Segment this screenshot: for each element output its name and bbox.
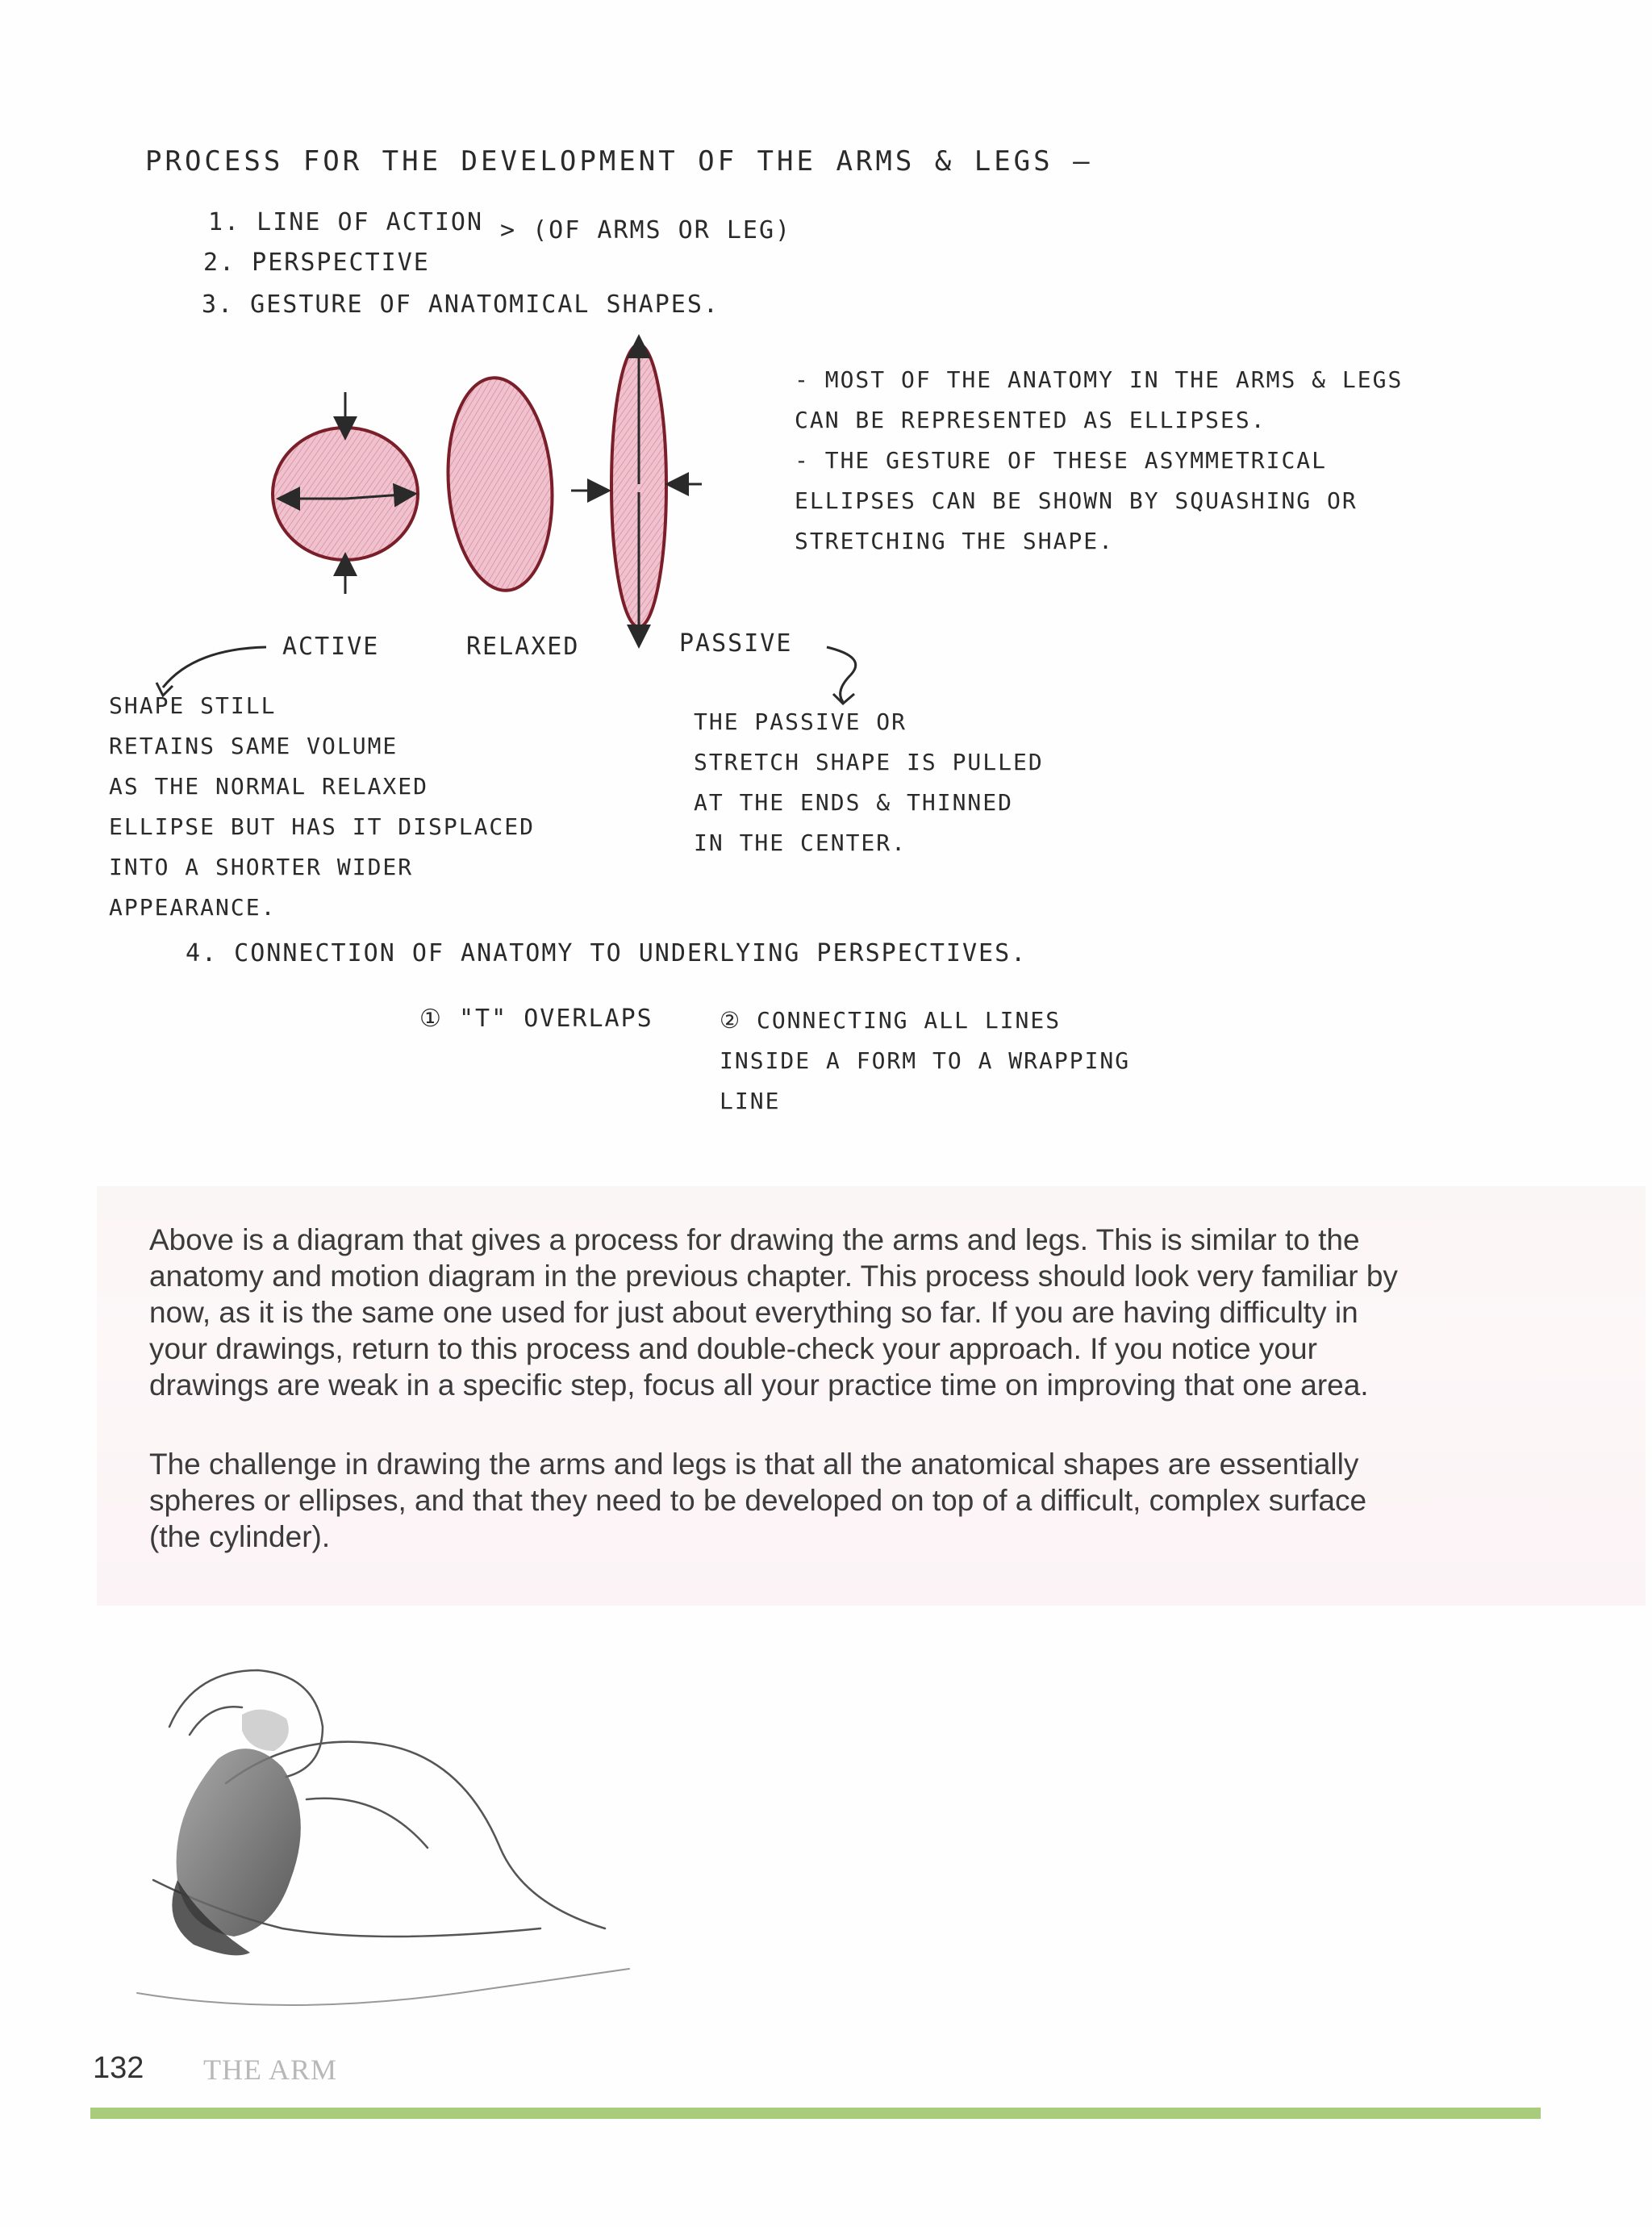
label-passive: PASSIVE bbox=[679, 629, 793, 658]
label-relaxed: RELAXED bbox=[466, 633, 580, 661]
body-paragraph-2: The challenge in drawing the arms and legs is that all the anatomical shapes are essentially spheres or ellipses, and that they need to be developed on top of a difficult, complex surface (the cylinder). bbox=[149, 1448, 1367, 1553]
ellipse-diagram bbox=[242, 323, 758, 662]
step-1: 1. LINE OF ACTION bbox=[208, 208, 484, 236]
step-3: 3. GESTURE OF ANATOMICAL SHAPES. bbox=[202, 290, 720, 319]
step-4: 4. CONNECTION OF ANATOMY TO UNDERLYING PERSPECTIVES. bbox=[186, 939, 1028, 967]
right-notes: - MOST OF THE ANATOMY IN THE ARMS & LEGS CAN BE REPRESENTED AS ELLIPSES. - THE GESTURE OF THESE ASYMMETRICAL ELLIPSES CAN BE SHOWN BY SQUASHING OR STRETCHING THE SHAPE. bbox=[795, 366, 1404, 554]
figure-sketch bbox=[121, 1638, 637, 2058]
sub-item-1: ① "T" OVERLAPS bbox=[419, 1005, 653, 1033]
passive-pointer-arrow bbox=[819, 637, 875, 710]
handwritten-title: PROCESS FOR THE DEVELOPMENT OF THE ARMS & LEGS — bbox=[145, 145, 1093, 178]
body-paragraph-1: Above is a diagram that gives a process for drawing the arms and legs. This is similar to the anatomy and motion diagram in the previous chapter. This process should look very familiar by now, as it is the same one used for just about everything so far. If you are having difficulty in your drawings, return to this process and double-check your approach. If you notice your drawings are weak in a specific step, focus all your practice time on improving that one area. bbox=[149, 1223, 1398, 1402]
step-2: 2. PERSPECTIVE bbox=[203, 249, 430, 277]
label-active: ACTIVE bbox=[282, 633, 380, 661]
sub-item-2: ② CONNECTING ALL LINES INSIDE A FORM TO A WRAPPING LINE bbox=[720, 1007, 1131, 1114]
passive-ellipse bbox=[571, 339, 702, 644]
passive-note: THE PASSIVE OR STRETCH SHAPE IS PULLED AT THE ENDS & THINNED IN THE CENTER. bbox=[694, 708, 1044, 856]
active-ellipse bbox=[273, 392, 418, 594]
relaxed-ellipse bbox=[441, 374, 559, 594]
footer-rule bbox=[90, 2108, 1541, 2119]
page-number: 132 bbox=[93, 2051, 144, 2085]
section-title: THE ARM bbox=[203, 2054, 338, 2086]
step-bracket: > (OF ARMS OR LEG) bbox=[500, 216, 792, 244]
active-note: SHAPE STILL RETAINS SAME VOLUME AS THE NORMAL RELAXED ELLIPSE BUT HAS IT DISPLACED INTO A SHORTER WIDER APPEARANCE. bbox=[109, 692, 536, 921]
